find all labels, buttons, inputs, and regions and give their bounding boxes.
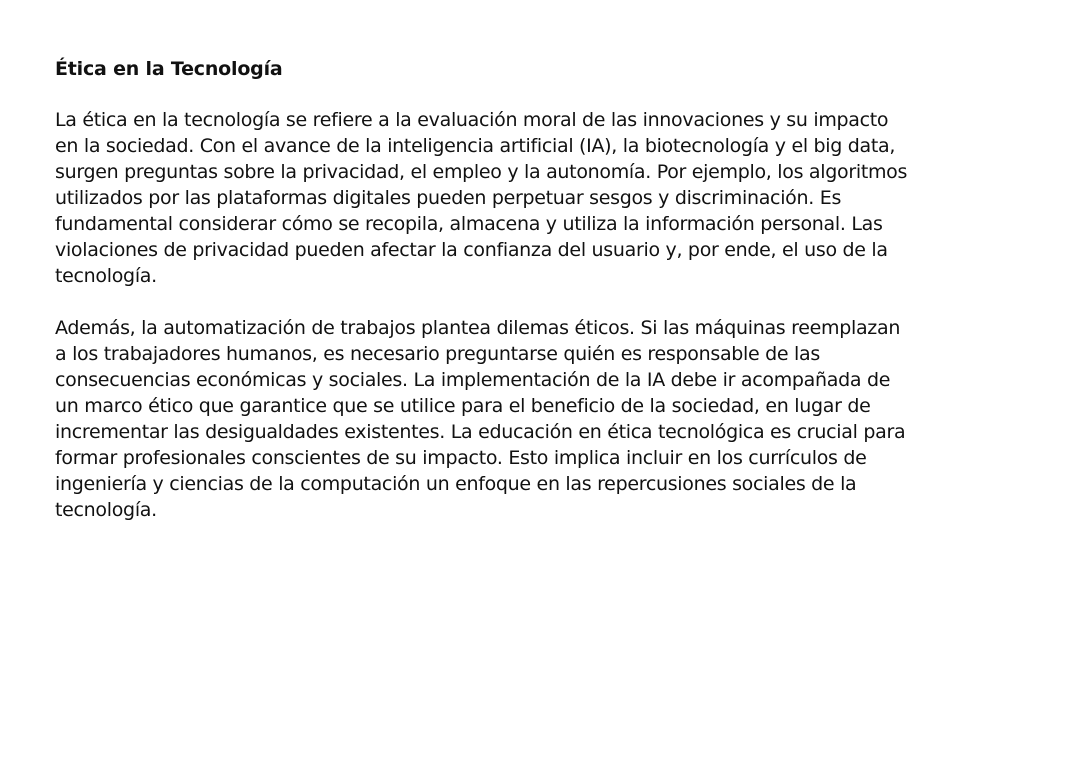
paragraph-line: utilizados por las plataformas digitales pueden perpetuar sesgos y discriminación. Es [55, 187, 842, 209]
paragraph-line: violaciones de privacidad pueden afectar la confianza del usuario y, por ende, el uso de la [55, 239, 888, 261]
paragraph-line: un marco ético que garantice que se utilice para el beneficio de la sociedad, en lugar de [55, 395, 871, 417]
paragraph-line: formar profesionales conscientes de su impacto. Esto implica incluir en los currículos de [55, 447, 867, 469]
paragraph-line: consecuencias económicas y sociales. La implementación de la IA debe ir acompañada de [55, 369, 891, 391]
paragraph-1 [55, 107, 1065, 289]
paragraph-line: en la sociedad. Con el avance de la inteligencia artificial (IA), la biotecnología y el big data, [55, 135, 896, 157]
paragraph-line: tecnología. [55, 265, 157, 287]
paragraph-line: ingeniería y ciencias de la computación un enfoque en las repercusiones sociales de la [55, 473, 857, 495]
paragraph-line: fundamental considerar cómo se recopila, almacena y utiliza la información personal. Las [55, 213, 883, 235]
paragraph-line: tecnología. [55, 499, 157, 521]
paragraph-line: surgen preguntas sobre la privacidad, el empleo y la autonomía. Por ejemplo, los algoritmos [55, 161, 908, 183]
paragraph-line: La ética en la tecnología se refiere a la evaluación moral de las innovaciones y su impacto [55, 109, 889, 131]
paragraph-2 [55, 315, 1065, 523]
document-body [55, 55, 1065, 549]
document-title: Ética en la Tecnología [55, 58, 283, 80]
paragraph-line: Además, la automatización de trabajos plantea dilemas éticos. Si las máquinas reemplazan [55, 317, 901, 339]
paragraph-line: a los trabajadores humanos, es necesario preguntarse quién es responsable de las [55, 343, 820, 365]
paragraph-line: incrementar las desigualdades existentes. La educación en ética tecnológica es crucial para [55, 421, 906, 443]
